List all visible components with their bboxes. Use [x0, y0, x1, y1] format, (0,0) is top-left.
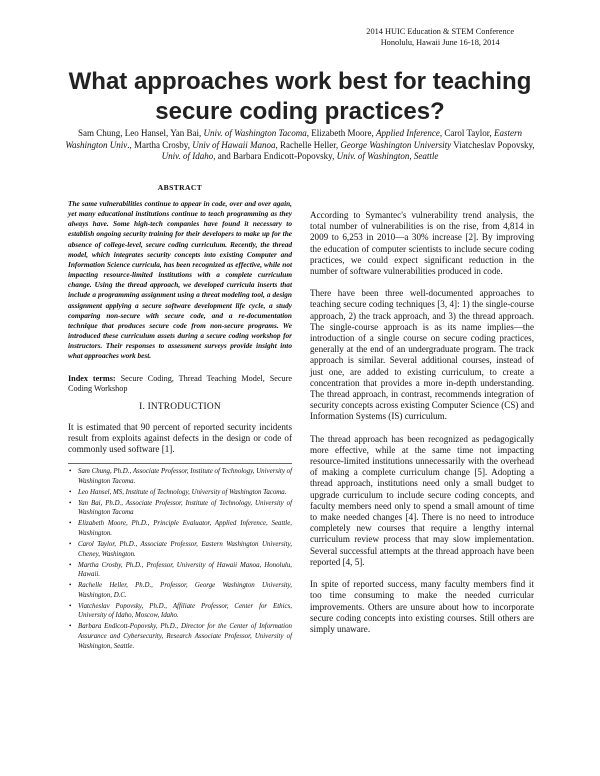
body-paragraph: According to Symantec's vulnerability trend analysis, the total number of vulnerabilities is on the rise, from 4,814 in 2009 to 6,253 in 2010—a 30% increase [2]. By improving the education of computer scientists to include secure coding practices, we could expect significant reduction in the number of software vulnerabilities produced in code. [310, 210, 534, 277]
author-affiliation: Applied Inference [375, 128, 440, 138]
author-affiliation: George Washington University [340, 139, 452, 150]
footnote-item: • Elizabeth Moore, Ph.D., Principle Evaluator, Applied Inference, Seattle, Washington. [68, 519, 292, 538]
author-affiliation: Univ. of Idaho [161, 151, 214, 161]
paper-title: What approaches work best for teaching secure coding practices? [68, 68, 532, 125]
author-affiliation: Univ. of Washington Tacoma [203, 128, 307, 138]
author-affiliation: Univ. of Washington, Seattle [336, 151, 439, 161]
author-list: Sam Chung, Leo Hansel, Yan Bai, Univ. of Washington Tacoma, Elizabeth Moore, Applied Inference, Carol Taylor, Eastern Washington Univ., Martha Crosby, Univ of Hawaii Manoa, Rachelle Heller, George Washington University Viatcheslav Popovsky, Univ. of Idaho, and Barbara Endicott-Popovsky, Univ. of Washington, Seattle [65, 128, 535, 161]
index-terms-label: Index terms: [68, 373, 116, 383]
body-paragraph: There have been three well-documented approaches to teaching secure coding techniques [3, 4]: 1) the single-course approach, 2) the track approach, and 3) the thread approach. The single-course approach is as its name implies—the introduction of a single course on secure coding practices, generally at the end of an undergraduate program. The track approach is similar. Several additional courses, instead of just one, are added to existing curriculum, to create a concentration that provides a more in-depth understanding. The thread approach, in contrast, recommends integration of security concepts across existing Computer Science (CS) and Information Systems (IS) curriculum. [310, 288, 534, 422]
author-name: Elizabeth Moore, [311, 128, 376, 138]
conference-location-date: Honolulu, Hawaii June 16-18, 2014 [380, 38, 500, 47]
author-affiliation: Eastern Washington Univ [65, 128, 522, 150]
body-paragraph: In spite of reported success, many faculty members find it too time consuming to make the needed curricular improvements. Others are unsure about how to incorporate secure coding concepts into existing courses. Still others are simply unaware. [310, 579, 534, 634]
body-paragraph: The thread approach has been recognized as pedagogically more effective, while at the same time not impacting resource-limited institutions unnecessarily with the overhead of making a complete curriculum change [5]. Adopting a thread approach, institutions need only a small budget to upgrade curriculum to include secure coding concepts, and faculty members need only to spend a small amount of time to make needed changes [4]. There is no need to introduce completely new courses that require a lengthy internal curriculum review process that may slow implementation. Several successful attempts at the thread approach have been reported [4, 5]. [310, 433, 534, 567]
index-terms [68, 374, 292, 395]
footnote-item: • Yan Bai, Ph.D., Associate Professor, Institute of Technology, University of Washington Tacoma [68, 499, 292, 518]
footnote-item: • Viatcheslav Popovsky, Ph.D., Affiliate Professor, Center for Ethics, University of Idaho, Moscow, Idaho. [68, 602, 292, 621]
footnote-item: • Carol Taylor, Ph.D., Associate Professor, Eastern Washington University, Cheney, Washington. [68, 540, 292, 559]
author-name: Rachelle Heller, [279, 139, 341, 150]
footnote-item: • Rachelle Heller, Ph.D., Professor, George Washington University, Washington, D.C. [68, 581, 292, 600]
right-column [310, 210, 534, 646]
author-name: Viatcheslav Popovsky, [453, 139, 535, 150]
author-name: Carol Taylor, [444, 128, 494, 138]
conference-name: 2014 HUIC Education & STEM Conference [366, 27, 514, 36]
abstract-heading: ABSTRACT [157, 183, 203, 192]
abstract-text: The same vulnerabilities continue to appear in code, over and over again, yet many educational institutions continue to teach programming as they always have. Some high-tech companies have found it necessary to establish ongoing security training for their developers to make up for the absence of college-level, secure coding curriculum. Recently, the thread model, which integrates security concepts into existing Computer and Information Science curricula, has been recognized as effective, while not impacting resource-limited institutions with a complete curriculum change. Using the thread approach, we developed curricula inserts that include a programming assignment using a threat modeling tool, a design assignment applying a secure software development life cycle, a study comparing non-secure with secure code, and a re-documentation technique that produces secure code from non-secure programs. We introduced these curriculum assets during a secure coding workshop for instructors. Their responses to assessment surveys provide insight into what approaches work best. [68, 199, 292, 361]
intro-paragraph: It is estimated that 90 percent of reported security incidents result from exploits against defects in the design or code of commonly used software [1]. [68, 421, 292, 455]
author-name: Barbara Endicott-Popovsky, [232, 151, 337, 161]
left-column [68, 183, 292, 653]
conference-header [366, 26, 514, 48]
author-footnotes [68, 463, 292, 651]
footnote-item: • Leo Hansel, MS, Institute of Technology, University of Washington Tacoma. [68, 488, 292, 498]
author-name: Sam Chung, Leo Hansel, Yan Bai, [78, 128, 204, 138]
footnote-item: • Sam Chung, Ph.D., Associate Professor, Institute of Technology, University of Washington Tacoma. [68, 467, 292, 486]
section-heading-introduction: I. INTRODUCTION [139, 401, 221, 412]
author-name: Martha Crosby, [134, 139, 193, 150]
footnote-item: • Barbara Endicott-Popovsky, Ph.D., Director for the Center of Information Assurance and Cybersecurity, Research Associate Professor, University of Washington, Seattle. [68, 622, 292, 651]
footnote-item: • Martha Crosby, Ph.D., Professor, University of Hawaii Manoa, Honolulu, Hawaii. [68, 561, 292, 580]
author-affiliation: Univ of Hawaii Manoa [192, 139, 276, 150]
index-terms-text: Secure Coding, Thread Teaching Model, Secure Coding Workshop [68, 373, 292, 394]
